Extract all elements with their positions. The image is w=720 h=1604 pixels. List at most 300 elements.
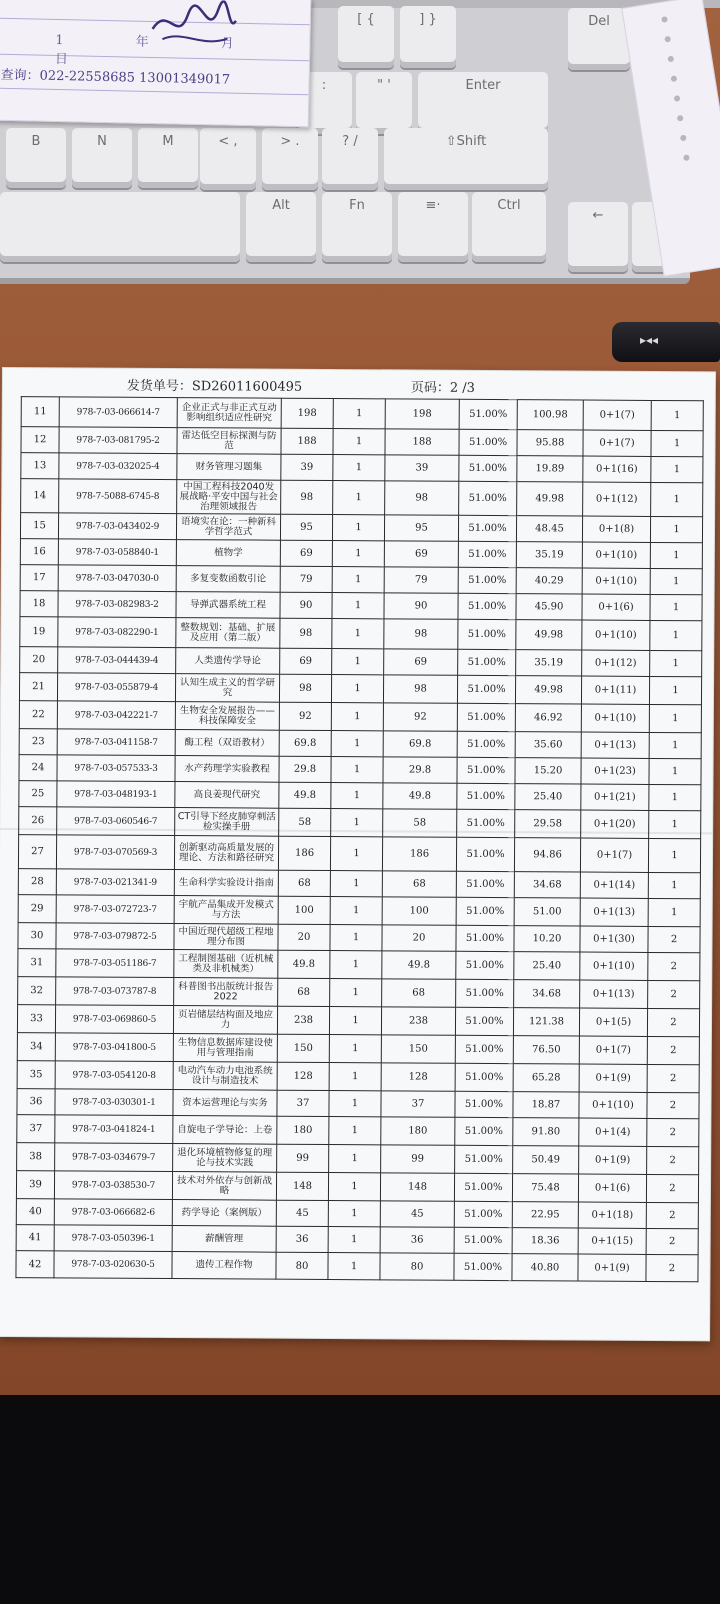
- cell-qty: 1: [331, 731, 383, 757]
- cell-pkg: 0+1(20): [581, 810, 649, 838]
- cell-amount: 90: [384, 593, 458, 619]
- cell-qty: 1: [330, 951, 382, 979]
- cell-box: 1: [650, 516, 702, 542]
- keyboard-key: [262, 128, 318, 190]
- cell-box: 1: [651, 456, 703, 482]
- cell-discount: 51.00%: [458, 567, 516, 593]
- cell-amount: 36: [380, 1227, 454, 1253]
- cell-box: 1: [649, 732, 701, 758]
- cell-qty: 1: [328, 1201, 380, 1227]
- cell-amount: 95: [384, 515, 458, 541]
- cell-discount: 51.00%: [457, 703, 515, 731]
- cell-no: 35: [17, 1061, 55, 1089]
- keyboard-key: [398, 192, 468, 262]
- cell-title: 整数规划：基础、扩展及应用（第二版）: [176, 618, 280, 649]
- cell-qty: 1: [333, 481, 385, 515]
- cell-qty: 1: [330, 925, 382, 951]
- cell-pkg: 0+1(13): [580, 980, 648, 1008]
- cell-pkg: 0+1(7): [583, 400, 651, 430]
- cell-no: 38: [17, 1143, 55, 1171]
- cell-amount: 148: [380, 1173, 454, 1201]
- keyboard-key: [400, 6, 456, 68]
- cell-no: 18: [20, 591, 58, 617]
- cell-pkg: 0+1(5): [579, 1008, 647, 1036]
- cell-discount: 51.00%: [457, 757, 515, 783]
- usb-logo: ▸◂◂: [640, 333, 659, 347]
- cell-discount: 51.00%: [456, 951, 514, 979]
- cell-no: 24: [19, 755, 57, 781]
- cell-amount: 150: [381, 1035, 455, 1063]
- keyboard-key-label: ? /: [342, 134, 358, 149]
- cell-pkg: 0+1(12): [583, 482, 651, 516]
- cell-qty: 1: [331, 757, 383, 783]
- cell-no: 30: [18, 923, 56, 949]
- cell-title: 高良姜现代研究: [175, 782, 279, 809]
- receipt-date-line: 1 年 月 日: [54, 32, 269, 68]
- cell-amount: 69.8: [383, 731, 457, 757]
- cell-net: 34.68: [514, 980, 580, 1008]
- cell-title: 生物信息数据库建设使用与管理指南: [173, 1034, 277, 1063]
- cell-discount: 51.00%: [454, 1253, 512, 1280]
- keyboard-key-label: > .: [280, 134, 300, 149]
- cell-no: 28: [18, 869, 56, 895]
- cell-price: 68: [278, 978, 330, 1006]
- cell-no: 12: [21, 427, 59, 453]
- cell-box: 1: [648, 838, 700, 872]
- cell-title: 科普图书出版统计报告2022: [174, 978, 278, 1007]
- keyboard-key: [322, 128, 378, 190]
- cell-qty: 1: [333, 429, 385, 455]
- cell-amount: 68: [382, 871, 456, 897]
- cell-net: 10.20: [514, 926, 580, 952]
- cell-amount: 98: [383, 675, 457, 703]
- cell-box: 2: [647, 1092, 699, 1118]
- cell-net: 100.98: [517, 400, 583, 430]
- cell-box: 2: [646, 1202, 698, 1228]
- cell-pkg: 0+1(16): [583, 456, 651, 482]
- cell-title: 语境实在论：一种新科学哲学范式: [176, 514, 280, 541]
- cell-net: 49.98: [516, 620, 582, 650]
- cell-amount: 29.8: [383, 757, 457, 783]
- cell-discount: 51.00%: [455, 1007, 513, 1035]
- cell-box: 2: [646, 1254, 698, 1281]
- cell-title: 药学导论（案例版）: [172, 1200, 276, 1227]
- cell-discount: 51.00%: [458, 515, 516, 541]
- cell-qty: 1: [333, 455, 385, 481]
- cell-net: 18.36: [512, 1228, 578, 1254]
- cell-isbn: 978-7-03-081795-2: [59, 427, 177, 454]
- cell-price: 45: [276, 1200, 328, 1226]
- table-row: [17, 1115, 699, 1147]
- keyboard-key: [472, 192, 546, 262]
- cell-box: 1: [650, 620, 702, 650]
- cell-price: 92: [279, 702, 331, 730]
- keyboard-key-label: Alt: [272, 198, 290, 213]
- cell-net: 91.80: [513, 1118, 579, 1146]
- cell-price: 198: [281, 398, 333, 428]
- cell-isbn: 978-7-03-021341-9: [56, 869, 174, 896]
- table-row: [18, 895, 700, 927]
- cell-title: 企业正式与非正式互动影响组织适应性研究: [177, 398, 281, 429]
- cell-title: 遗传工程作物: [172, 1252, 276, 1280]
- cell-discount: 51.00%: [456, 837, 514, 871]
- cell-box: 1: [651, 482, 703, 516]
- cell-isbn: 978-7-03-066682-6: [54, 1199, 172, 1226]
- cell-discount: 51.00%: [455, 1145, 513, 1173]
- cell-pkg: 0+1(15): [578, 1228, 646, 1254]
- cell-net: 29.58: [515, 810, 581, 838]
- cell-isbn: 978-7-03-034679-7: [55, 1143, 173, 1172]
- cell-pkg: 0+1(10): [581, 704, 649, 732]
- cell-no: 19: [20, 617, 58, 647]
- cell-title: 电动汽车动力电池系统设计与制造技术: [173, 1062, 277, 1091]
- cell-no: 20: [20, 647, 58, 673]
- keyboard-key-label: " ': [377, 78, 391, 93]
- cell-pkg: 0+1(8): [582, 516, 650, 542]
- table-row: [18, 949, 700, 981]
- keyboard-key-label: Ctrl: [497, 198, 521, 213]
- cell-net: 18.87: [513, 1092, 579, 1118]
- cell-amount: 39: [385, 455, 459, 481]
- cell-price: 29.8: [279, 756, 331, 782]
- cell-title: CT引导下经皮肺穿刺活检实操手册: [175, 808, 279, 837]
- cell-title: 认知生成主义的哲学研究: [175, 674, 279, 703]
- cell-no: 42: [16, 1251, 54, 1278]
- cell-title: 雷达低空目标探测与防范: [177, 428, 281, 455]
- cell-discount: 51.00%: [457, 809, 515, 837]
- cell-title: 页岩储层结构面及地应力: [173, 1006, 277, 1035]
- cell-box: 2: [647, 1118, 699, 1146]
- cell-box: 2: [646, 1228, 698, 1254]
- cell-qty: 1: [330, 897, 382, 925]
- cell-box: 2: [648, 980, 700, 1008]
- cell-price: 58: [279, 808, 331, 836]
- cell-box: 1: [649, 784, 701, 810]
- cell-pkg: 0+1(30): [580, 926, 648, 952]
- cell-box: 1: [649, 810, 701, 838]
- cell-no: 13: [21, 453, 59, 479]
- cell-discount: 51.00%: [457, 731, 515, 757]
- cell-no: 39: [16, 1171, 54, 1199]
- keyboard-key: [384, 128, 548, 190]
- keyboard-key: [338, 6, 394, 68]
- cell-pkg: 0+1(10): [582, 568, 650, 594]
- cell-amount: 128: [381, 1063, 455, 1091]
- cell-discount: 51.00%: [455, 1063, 513, 1091]
- cell-pkg: 0+1(9): [579, 1064, 647, 1092]
- cell-title: 自旋电子学导论：上卷: [173, 1116, 277, 1145]
- cell-isbn: 978-7-03-044439-4: [58, 647, 176, 674]
- cell-qty: 1: [329, 1035, 381, 1063]
- cell-isbn: 978-7-03-072723-7: [56, 895, 174, 924]
- dark-floor-area: [0, 1395, 720, 1604]
- cell-title: 工程制图基础（近机械类及非机械类）: [174, 950, 278, 979]
- table-row: [19, 673, 701, 705]
- cell-pkg: 0+1(12): [582, 650, 650, 676]
- cell-amount: 20: [382, 925, 456, 951]
- keyboard-key: [72, 128, 132, 188]
- cell-isbn: 978-7-03-032025-4: [59, 453, 177, 480]
- cell-box: 1: [651, 400, 703, 430]
- cell-discount: 51.00%: [458, 593, 516, 619]
- cell-title: 生物安全发展报告——科技保障安全: [175, 702, 279, 731]
- keyboard-key-label: N: [97, 134, 107, 149]
- cell-title: 多复变数函数引论: [176, 566, 280, 593]
- cell-price: 99: [277, 1144, 329, 1172]
- cell-isbn: 978-7-03-048193-1: [57, 781, 175, 808]
- cell-net: 48.45: [516, 516, 582, 542]
- cell-price: 39: [281, 454, 333, 480]
- cell-qty: 1: [332, 593, 384, 619]
- cell-qty: 1: [332, 619, 384, 649]
- cell-isbn: 978-7-03-079872-5: [56, 923, 174, 950]
- cell-isbn: 978-7-03-042221-7: [57, 701, 175, 730]
- keyboard-key: [568, 8, 630, 70]
- cell-box: 2: [647, 1146, 699, 1174]
- cell-qty: 1: [329, 1091, 381, 1117]
- table-row: [17, 1143, 699, 1175]
- cell-price: 49.8: [279, 782, 331, 808]
- cell-title: 导弹武器系统工程: [176, 592, 280, 619]
- cell-price: 37: [277, 1090, 329, 1116]
- table-row: [20, 617, 702, 651]
- cell-isbn: 978-7-03-051186-7: [56, 949, 174, 978]
- cell-isbn: 978-7-03-047030-0: [58, 565, 176, 592]
- table-row: [16, 1251, 698, 1282]
- cell-isbn: 978-7-03-058840-1: [58, 539, 176, 566]
- cell-discount: 51.00%: [459, 429, 517, 455]
- cell-no: 15: [20, 513, 58, 539]
- keyboard-key-label: :: [321, 78, 327, 93]
- table-row: [21, 397, 703, 431]
- cell-qty: 1: [329, 1117, 381, 1145]
- cell-title: 酶工程（双语教材）: [175, 730, 279, 757]
- cell-amount: 188: [385, 429, 459, 455]
- cell-net: 50.49: [513, 1146, 579, 1174]
- cell-amount: 198: [385, 399, 459, 429]
- table-row: [17, 1061, 699, 1093]
- keyboard-key-label: ⇧Shift: [445, 134, 487, 149]
- cell-title: 薪酬管理: [172, 1226, 276, 1253]
- cell-isbn: 978-7-03-055879-4: [57, 673, 175, 702]
- cell-title: 创新驱动高质量发展的理论、方法和路径研究: [174, 836, 278, 871]
- cell-net: 121.38: [513, 1008, 579, 1036]
- cell-discount: 51.00%: [458, 619, 516, 649]
- cell-discount: 51.00%: [459, 455, 517, 481]
- cell-amount: 79: [384, 567, 458, 593]
- table-row: [18, 977, 700, 1009]
- cell-net: 22.95: [512, 1202, 578, 1228]
- cell-discount: 51.00%: [459, 481, 517, 515]
- cell-amount: 37: [381, 1091, 455, 1117]
- cell-price: 98: [281, 480, 333, 514]
- cell-amount: 49.8: [383, 783, 457, 809]
- cell-discount: 51.00%: [454, 1227, 512, 1253]
- cell-discount: 51.00%: [454, 1201, 512, 1227]
- cell-net: 65.28: [513, 1064, 579, 1092]
- cell-no: 22: [19, 701, 57, 729]
- keyboard-key: [418, 72, 548, 134]
- cell-no: 11: [21, 397, 59, 427]
- cell-box: 1: [650, 568, 702, 594]
- cell-isbn: 978-7-03-041800-5: [55, 1033, 173, 1062]
- handwritten-signature: [147, 0, 238, 51]
- cell-title: 人类遗传学导论: [176, 648, 280, 675]
- cell-price: 20: [278, 924, 330, 950]
- keyboard-key-label: ←: [592, 208, 604, 223]
- cell-amount: 99: [381, 1145, 455, 1173]
- cell-title: 宇航产品集成开发模式与方法: [174, 896, 278, 925]
- cell-qty: 1: [329, 1145, 381, 1173]
- keyboard-key: [6, 128, 66, 188]
- cell-qty: 1: [333, 399, 385, 429]
- cell-no: 37: [17, 1115, 55, 1143]
- cell-net: 19.89: [517, 456, 583, 482]
- cell-price: 148: [276, 1172, 328, 1200]
- cell-no: 29: [18, 895, 56, 923]
- cell-box: 2: [647, 1008, 699, 1036]
- cell-qty: 1: [329, 1007, 381, 1035]
- cell-amount: 68: [382, 979, 456, 1007]
- cell-no: 26: [19, 807, 57, 835]
- receipt-phone-line: 查询：022-22558685 13001349017: [0, 67, 231, 88]
- cell-amount: 100: [382, 897, 456, 925]
- book-list-table: [15, 396, 703, 1282]
- cell-qty: 1: [330, 871, 382, 897]
- keyboard-key: [356, 72, 412, 134]
- table-row: [17, 1005, 699, 1037]
- usb-drive: [612, 322, 720, 362]
- cell-qty: 1: [331, 675, 383, 703]
- cell-box: 1: [651, 430, 703, 456]
- keyboard-key-label: M: [162, 134, 174, 149]
- cell-isbn: 978-7-03-057533-3: [57, 755, 175, 782]
- cell-title: 植物学: [176, 540, 280, 567]
- cell-isbn: 978-7-03-041158-7: [57, 729, 175, 756]
- cell-amount: 69: [384, 649, 458, 675]
- cell-qty: 1: [331, 703, 383, 731]
- cell-price: 150: [277, 1034, 329, 1062]
- cell-no: 31: [18, 949, 56, 977]
- cell-net: 25.40: [514, 952, 580, 980]
- cell-box: 2: [647, 1036, 699, 1064]
- cell-discount: 51.00%: [457, 675, 515, 703]
- cell-net: 75.48: [512, 1174, 578, 1202]
- cell-net: 35.19: [516, 650, 582, 676]
- cell-net: 49.98: [517, 482, 583, 516]
- table-row: [18, 835, 700, 873]
- cell-title: 中国工程科技2040发展战略·平安中国与社会治理领域报告: [177, 480, 281, 515]
- cell-pkg: 0+1(7): [580, 838, 648, 872]
- keyboard-key-label: Enter: [465, 78, 501, 93]
- cell-discount: 51.00%: [456, 871, 514, 897]
- cell-box: 2: [648, 926, 700, 952]
- cell-price: 69: [280, 648, 332, 674]
- cell-discount: 51.00%: [454, 1173, 512, 1201]
- cell-isbn: 978-7-03-050396-1: [54, 1225, 172, 1252]
- cell-isbn: 978-7-03-041824-1: [55, 1115, 173, 1144]
- keyboard-key-label: B: [31, 134, 41, 149]
- page-number: 页码：2 /3: [410, 380, 475, 396]
- cell-qty: 1: [328, 1227, 380, 1253]
- cell-discount: 51.00%: [456, 897, 514, 925]
- shipping-list-sheet: [0, 368, 715, 1340]
- cell-net: 15.20: [515, 758, 581, 784]
- cell-no: 32: [18, 977, 56, 1005]
- cell-pkg: 0+1(9): [578, 1254, 646, 1281]
- cell-qty: 1: [330, 837, 382, 871]
- cell-price: 100: [278, 896, 330, 924]
- cell-price: 49.8: [278, 950, 330, 978]
- cell-discount: 51.00%: [456, 979, 514, 1007]
- cell-no: 23: [19, 729, 57, 755]
- keyboard-key-label: [ {: [357, 12, 375, 27]
- cell-net: 51.00: [514, 898, 580, 926]
- cell-qty: 1: [332, 567, 384, 593]
- cell-pkg: 0+1(18): [578, 1202, 646, 1228]
- cell-pkg: 0+1(10): [582, 620, 650, 650]
- keyboard-key: [322, 192, 392, 262]
- cell-price: 98: [280, 618, 332, 648]
- cell-isbn: 978-7-03-070569-3: [56, 835, 174, 870]
- cell-box: 1: [648, 898, 700, 926]
- cell-price: 79: [280, 566, 332, 592]
- cell-title: 生命科学实验设计指南: [174, 870, 278, 897]
- cell-no: 41: [16, 1225, 54, 1251]
- cell-isbn: 978-7-03-073787-8: [56, 977, 174, 1006]
- order-number: 发货单号：SD26011600495: [126, 378, 303, 395]
- cell-title: 资本运营理论与实务: [173, 1090, 277, 1117]
- cell-pkg: 0+1(11): [581, 676, 649, 704]
- cell-box: 1: [649, 676, 701, 704]
- cell-amount: 49.8: [382, 951, 456, 979]
- cell-amount: 58: [383, 809, 457, 837]
- cell-box: 1: [648, 872, 700, 898]
- cell-amount: 180: [381, 1117, 455, 1145]
- cell-amount: 238: [381, 1007, 455, 1035]
- cell-no: 25: [19, 781, 57, 807]
- cell-qty: 1: [331, 783, 383, 809]
- keyboard-key-label: Del: [588, 14, 610, 29]
- cell-isbn: 978-7-03-054120-8: [55, 1061, 173, 1090]
- cell-net: 35.60: [515, 732, 581, 758]
- cell-net: 46.92: [515, 704, 581, 732]
- cell-net: 45.90: [516, 594, 582, 620]
- cell-pkg: 0+1(10): [580, 952, 648, 980]
- cell-discount: 51.00%: [458, 649, 516, 675]
- cell-no: 33: [17, 1005, 55, 1033]
- cell-no: 36: [17, 1089, 55, 1115]
- cell-pkg: 0+1(7): [583, 430, 651, 456]
- cell-no: 27: [18, 835, 56, 869]
- table-row: [17, 1033, 699, 1065]
- cell-net: 35.19: [516, 542, 582, 568]
- table-row: [19, 701, 701, 733]
- cell-price: 180: [277, 1116, 329, 1144]
- cell-qty: 1: [328, 1253, 380, 1280]
- cell-isbn: 978-7-03-030301-1: [55, 1089, 173, 1116]
- cell-amount: 98: [384, 619, 458, 649]
- cell-no: 17: [20, 565, 58, 591]
- cell-pkg: 0+1(21): [581, 784, 649, 810]
- cell-pkg: 0+1(10): [582, 542, 650, 568]
- cell-net: 94.86: [514, 838, 580, 872]
- keyboard-key-label: < ,: [218, 134, 238, 149]
- cell-qty: 1: [332, 541, 384, 567]
- cell-amount: 45: [380, 1201, 454, 1227]
- cell-discount: 51.00%: [455, 1117, 513, 1145]
- cell-price: 188: [281, 428, 333, 454]
